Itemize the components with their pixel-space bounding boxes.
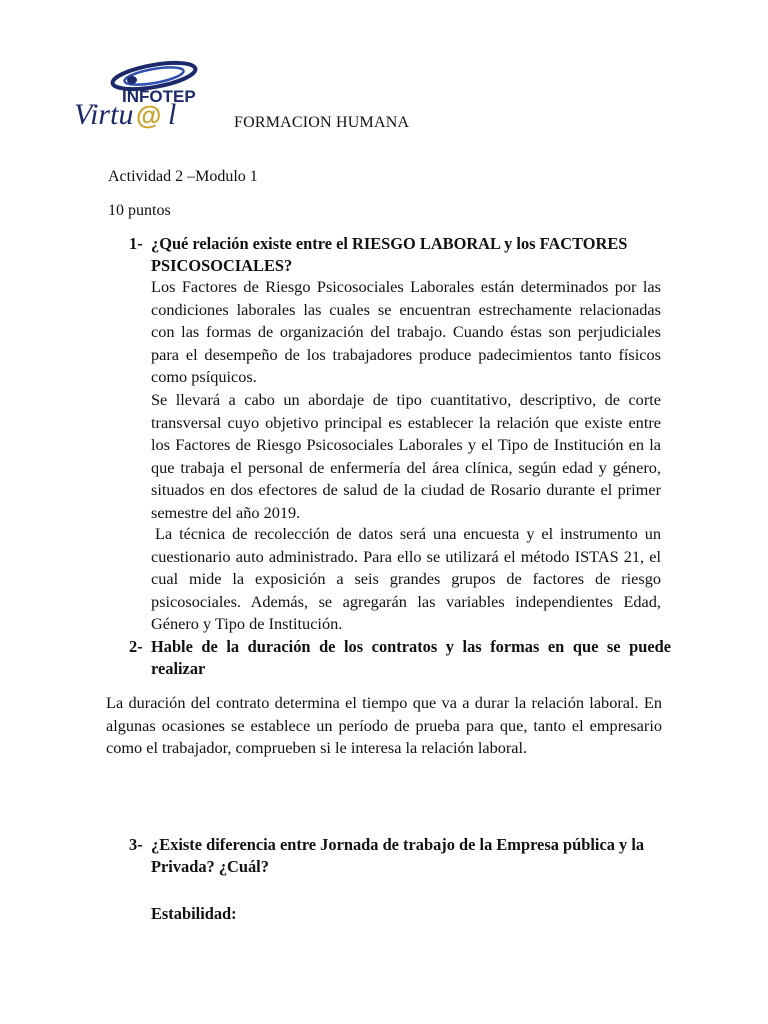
question-2 bbox=[129, 636, 669, 682]
answer-1-paragraph-1: Los Factores de Riesgo Psicosociales Laborales están determinados por las condiciones laborales las cuales se encuentran estrechamente relacionadas con las formas de organización del trabajo. Cuando éstas son perjudiciales para el desempeño de los trabajadores produce padecimientos tanto físicos como psíquicos. bbox=[151, 277, 661, 386]
question-text: ¿Existe diferencia entre Jornada de trabajo de la Empresa pública y la Privada? ¿Cuál? bbox=[151, 835, 645, 876]
question-text: ¿Qué relación existe entre el RIESGO LABORAL y los FACTORES PSICOSOCIALES? bbox=[151, 234, 628, 275]
document-title: FORMACION HUMANA bbox=[234, 114, 410, 131]
points-label: 10 puntos bbox=[108, 202, 171, 219]
question-3 bbox=[129, 834, 669, 880]
question-text: Hable de la duración de los contratos y las formas en que se puede realizar bbox=[151, 637, 671, 678]
answer-2-paragraph-1: La duración del contrato determina el tiempo que va a durar la relación laboral. En algunas ocasiones se establece un período de prueba para que, tanto el empresario como el trabajador, comprueben si le interesa la relación laboral. bbox=[106, 693, 662, 757]
question-number: 1- bbox=[129, 234, 143, 253]
logo-brand-text: INFOTEP bbox=[122, 87, 196, 106]
logo-at-glyph: @ bbox=[136, 100, 162, 130]
logo-sub-text: Virtu bbox=[74, 98, 134, 130]
activity-label: Actividad 2 –Modulo 1 bbox=[108, 168, 258, 185]
logo-sub-end: l bbox=[168, 98, 177, 130]
question-number: 2- bbox=[129, 637, 143, 656]
infotep-virtual-logo bbox=[72, 58, 202, 130]
question-number: 3- bbox=[129, 835, 143, 854]
question-3-subheading: Estabilidad: bbox=[151, 904, 237, 923]
logo-graphic bbox=[72, 58, 202, 130]
answer-1-paragraph-3: La técnica de recolección de datos será una encuesta y el instrumento un cuestionario auto administrado. Para ello se utilizará el método ISTAS 21, el cual mide la exposición a seis grandes grupos de factores de riesgo psicosociales. Además, se agregarán las variables independientes Edad, Género y Tipo de Institución. bbox=[151, 524, 661, 633]
answer-1-paragraph-2: Se llevará a cabo un abordaje de tipo cuantitativo, descriptivo, de corte transversal cuyo objetivo principal es establecer la relación que existe entre los Factores de Riesgo Psicosociales Laborales y el Tipo de Institución en la que trabaja el personal de enfermería del área clínica, según edad y género, situados en dos efectores de salud de la ciudad de Rosario durante el primer semestre del año 2019. bbox=[151, 390, 661, 522]
question-1 bbox=[129, 233, 669, 277]
